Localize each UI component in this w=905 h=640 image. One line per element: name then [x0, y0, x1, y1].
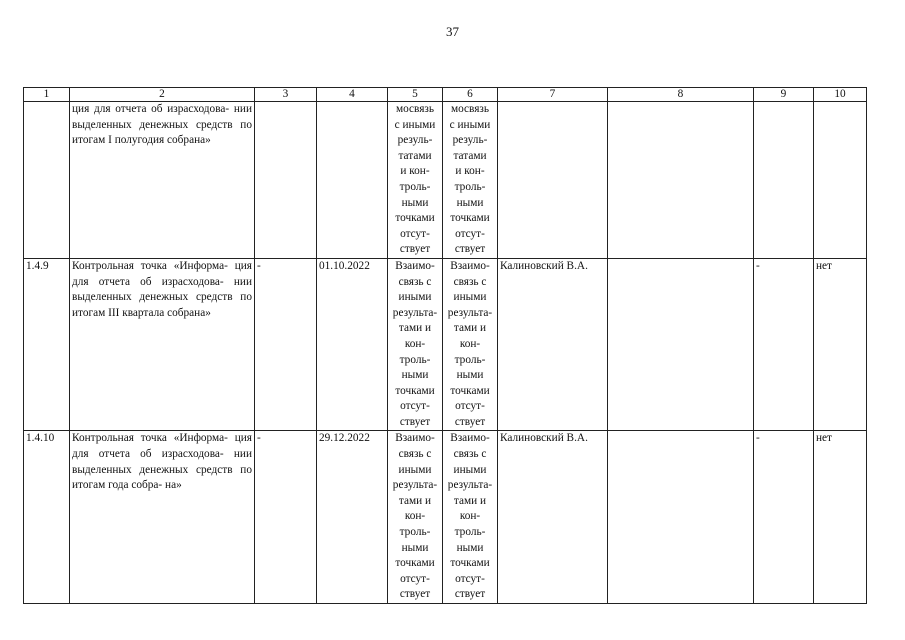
table-row — [24, 258, 867, 431]
column-3-cell: - — [255, 431, 317, 604]
column-8-cell — [608, 258, 754, 431]
date-cell: 29.12.2022 — [317, 431, 388, 604]
cell-line: точками — [450, 557, 490, 570]
column-header: 8 — [608, 88, 754, 102]
relation-cell — [443, 102, 498, 259]
control-point-cell — [70, 102, 255, 259]
column-header: 10 — [814, 88, 867, 102]
relation-cell — [443, 431, 498, 604]
cell-line: троль- — [399, 180, 431, 193]
cell-line: точками — [450, 384, 490, 397]
column-header: 7 — [498, 88, 608, 102]
control-point-text-line: ция для отчета об израсходова- — [72, 432, 252, 461]
item-number-cell: 1.4.9 — [24, 258, 70, 431]
column-header: 4 — [317, 88, 388, 102]
column-9-cell: - — [754, 431, 814, 604]
column-10-cell: нет — [814, 258, 867, 431]
cell-line: ствует — [399, 588, 431, 601]
column-9-cell — [754, 102, 814, 259]
relation-cell — [388, 102, 443, 259]
cell-line: резуль- — [397, 134, 433, 147]
cell-line: Взаимо- — [395, 432, 435, 445]
cell-line: иными — [398, 291, 432, 304]
cell-line: ными — [456, 369, 484, 382]
responsible-cell — [498, 102, 608, 259]
cell-line: кон- — [404, 337, 426, 350]
column-header: 2 — [70, 88, 255, 102]
cell-line: тами и — [398, 494, 432, 507]
cell-line: тами и — [398, 322, 432, 335]
column-8-cell — [608, 431, 754, 604]
control-point-text-line: Контрольная точка «Информа- — [72, 432, 228, 445]
column-header: 1 — [24, 88, 70, 102]
cell-line: резуль- — [452, 134, 488, 147]
cell-line: точками — [450, 212, 490, 225]
column-10-cell — [814, 102, 867, 259]
cell-line: точками — [395, 212, 435, 225]
control-point-text-line: ция для отчета об израсходова- — [72, 259, 252, 288]
column-header: 6 — [443, 88, 498, 102]
cell-line: татами — [398, 149, 432, 162]
cell-line: ствует — [399, 415, 431, 428]
control-point-cell — [70, 258, 255, 431]
column-number-row — [24, 88, 867, 102]
control-point-text-line: собрана» — [167, 134, 211, 147]
cell-line: иными — [453, 463, 487, 476]
cell-line: тами и — [453, 322, 487, 335]
control-point-text-line: ция для отчета об израсходова- — [72, 103, 230, 115]
cell-line: результа- — [447, 479, 493, 492]
cell-line: ствует — [454, 243, 486, 256]
cell-line: с иными — [394, 118, 436, 131]
column-header: 9 — [754, 88, 814, 102]
control-point-text-line: средств по итогам III квартала — [72, 291, 252, 319]
cell-line: татами — [453, 149, 487, 162]
cell-line: результа- — [447, 306, 493, 319]
control-point-text-line: Контрольная точка «Информа- — [72, 259, 228, 272]
relation-cell — [388, 258, 443, 431]
cell-line: связь с — [398, 275, 432, 288]
cell-line: ными — [401, 369, 429, 382]
cell-line: связь с — [398, 448, 432, 461]
column-10-cell: нет — [814, 431, 867, 604]
cell-line: кон- — [459, 337, 481, 350]
column-3-cell — [255, 102, 317, 259]
cell-line: троль- — [454, 180, 486, 193]
control-point-text-line: средств по итогам I полугодия — [72, 118, 252, 147]
cell-line: отсут- — [455, 400, 485, 413]
column-header: 3 — [255, 88, 317, 102]
cell-line: отсут- — [455, 572, 485, 585]
cell-line: отсут- — [455, 227, 485, 240]
cell-line: результа- — [392, 306, 438, 319]
cell-line: Взаимо- — [450, 432, 490, 445]
column-3-cell: - — [255, 258, 317, 431]
page-number: 37 — [446, 24, 459, 39]
plan-table — [23, 87, 867, 604]
cell-line: ными — [401, 196, 429, 209]
cell-line: Взаимо- — [395, 259, 435, 272]
cell-line: мосвязь — [395, 103, 435, 115]
control-point-text-line: собрана» — [167, 306, 211, 319]
control-point-cell — [70, 431, 255, 604]
table-row — [24, 102, 867, 259]
cell-line: отсут- — [400, 227, 430, 240]
cell-line: ствует — [454, 415, 486, 428]
control-point-text-line: нии выделенных денежных — [72, 448, 252, 476]
cell-line: и кон- — [455, 165, 485, 178]
column-header: 5 — [388, 88, 443, 102]
item-number-cell — [24, 102, 70, 259]
control-point-text-line: на» — [165, 479, 182, 492]
cell-line: точками — [395, 384, 435, 397]
relation-cell — [443, 258, 498, 431]
responsible-cell: Калиновский В.А. — [498, 258, 608, 431]
cell-line: ными — [456, 196, 484, 209]
cell-line: отсут- — [400, 572, 430, 585]
date-cell — [317, 102, 388, 259]
cell-line: иными — [398, 463, 432, 476]
column-8-cell — [608, 102, 754, 259]
cell-line: иными — [453, 291, 487, 304]
cell-line: троль- — [399, 353, 431, 366]
cell-line: троль- — [454, 353, 486, 366]
table-row — [24, 431, 867, 604]
cell-line: кон- — [459, 510, 481, 523]
cell-line: и кон- — [400, 165, 430, 178]
cell-line: связь с — [453, 448, 487, 461]
cell-line: ствует — [399, 243, 431, 256]
control-point-text-line: нии выделенных денежных — [72, 103, 252, 131]
relation-cell — [388, 431, 443, 604]
cell-line: с иными — [449, 118, 491, 131]
column-9-cell: - — [754, 258, 814, 431]
responsible-cell: Калиновский В.А. — [498, 431, 608, 604]
cell-line: троль- — [454, 526, 486, 539]
cell-line: мосвязь — [450, 103, 490, 115]
cell-line: связь с — [453, 275, 487, 288]
cell-line: кон- — [404, 510, 426, 523]
cell-line: ными — [456, 541, 484, 554]
control-point-text-line: средств по итогам года собра- — [72, 463, 252, 492]
cell-line: ными — [401, 541, 429, 554]
cell-line: точками — [395, 557, 435, 570]
cell-line: троль- — [399, 526, 431, 539]
cell-line: ствует — [454, 588, 486, 601]
control-point-text-line: нии выделенных денежных — [72, 275, 252, 304]
cell-line: Взаимо- — [450, 259, 490, 272]
item-number-cell: 1.4.10 — [24, 431, 70, 604]
cell-line: результа- — [392, 479, 438, 492]
date-cell: 01.10.2022 — [317, 258, 388, 431]
cell-line: отсут- — [400, 400, 430, 413]
cell-line: тами и — [453, 494, 487, 507]
